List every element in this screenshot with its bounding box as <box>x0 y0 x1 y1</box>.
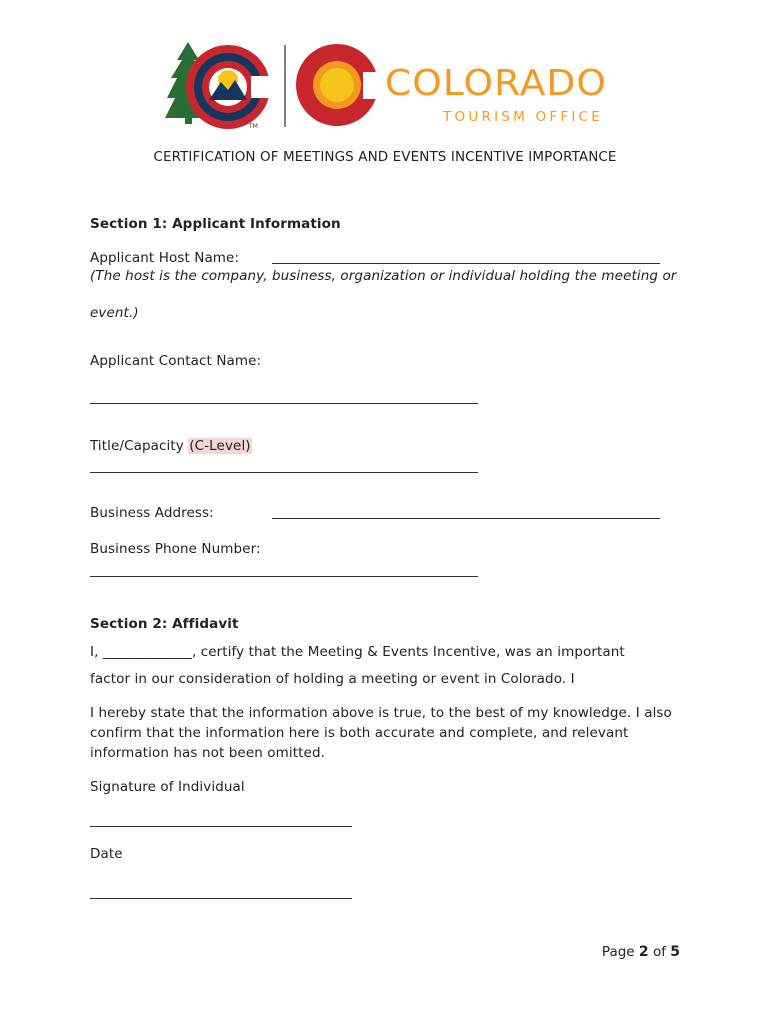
affidavit-prefix: I, <box>90 644 103 660</box>
of-word: of <box>652 944 666 960</box>
affidavit-para-line3: information has not been omitted. <box>90 745 326 761</box>
affidavit-line1 <box>90 644 625 661</box>
svg-text:COLORADO: COLORADO <box>385 63 607 104</box>
date-field[interactable] <box>90 898 352 899</box>
tourism-c-sun-icon <box>296 44 381 126</box>
host-note-line1: (The host is the company, business, organization or individual holding the meeting or <box>90 268 677 284</box>
document-title: CERTIFICATION OF MEETINGS AND EVENTS INCENTIVE IMPORTANCE <box>153 149 617 165</box>
contact-name-field[interactable] <box>90 403 478 404</box>
state-c-logo-icon <box>186 45 273 129</box>
affidavit-para-line2: confirm that the information here is both accurate and complete, and relevant <box>90 725 629 741</box>
signature-label: Signature of Individual <box>90 779 245 795</box>
business-phone-label: Business Phone Number: <box>90 541 261 557</box>
title-capacity-text: Title/Capacity <box>90 438 184 454</box>
current-page: 2 <box>638 944 649 960</box>
host-note-line2: event.) <box>90 305 139 321</box>
affidavit-name-blank[interactable]: _____________ <box>102 644 192 660</box>
business-phone-field[interactable] <box>90 576 478 577</box>
affidavit-suffix: , certify that the Meeting & Events Incentive, was an important <box>191 644 625 660</box>
svg-text:TOURISM OFFICE: TOURISM OFFICE <box>441 110 603 125</box>
svg-text:TM: TM <box>249 123 258 130</box>
page-word: Page <box>601 944 635 960</box>
host-name-label: Applicant Host Name: <box>90 250 240 266</box>
affidavit-line2: factor in our consideration of holding a meeting or event in Colorado. I <box>90 671 575 687</box>
business-address-field[interactable] <box>272 518 660 519</box>
page-number <box>602 944 680 960</box>
section1-heading: Section 1: Applicant Information <box>90 216 341 232</box>
affidavit-para-line1: I hereby state that the information above is true, to the best of my knowledge. I also <box>90 705 672 721</box>
business-address-label: Business Address: <box>90 505 214 521</box>
title-capacity-field[interactable] <box>90 472 478 473</box>
c-level-highlight: (C-Level) <box>189 438 251 454</box>
date-label: Date <box>90 846 123 862</box>
contact-name-label: Applicant Contact Name: <box>90 353 262 369</box>
total-pages: 5 <box>670 944 680 960</box>
section2-heading: Section 2: Affidavit <box>90 616 239 632</box>
host-name-field[interactable] <box>272 263 660 264</box>
title-capacity-label <box>90 438 252 455</box>
signature-field[interactable] <box>90 826 352 827</box>
colorado-tourism-logo <box>165 42 610 132</box>
